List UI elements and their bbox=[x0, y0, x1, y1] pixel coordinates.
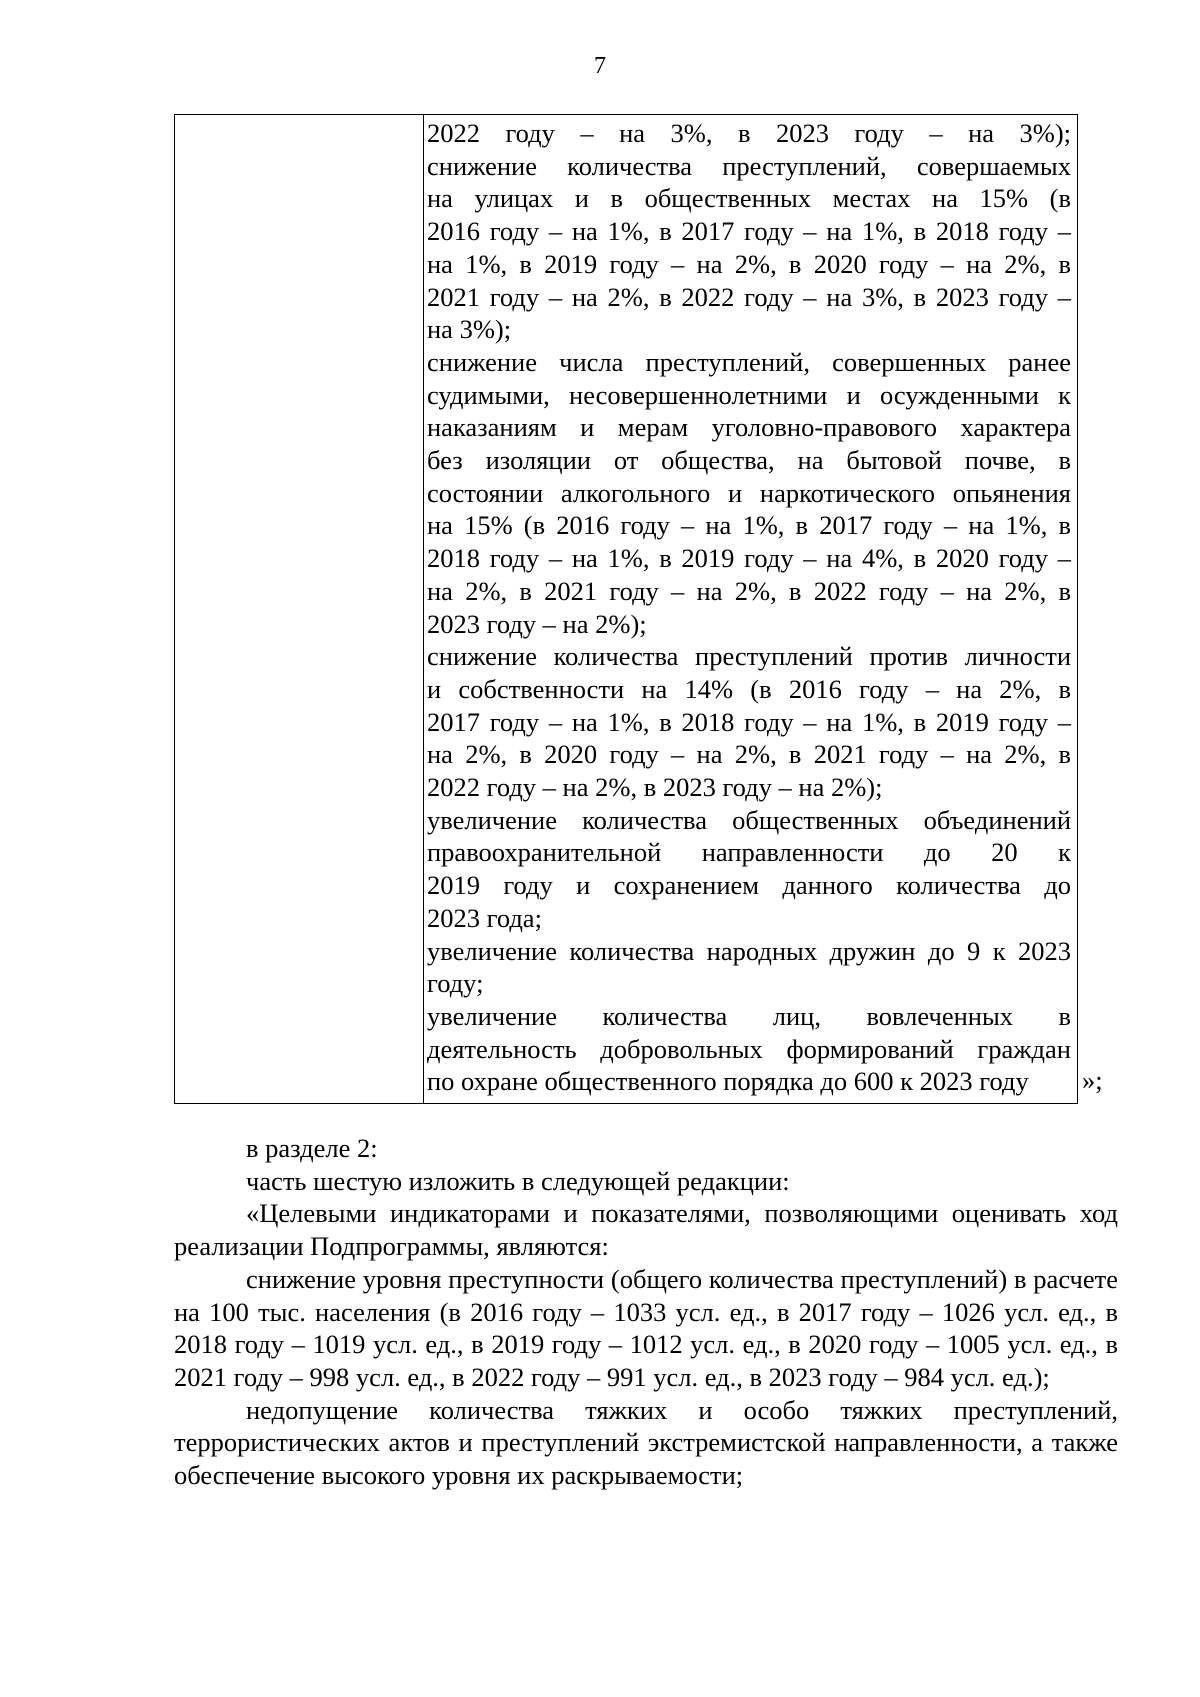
table-line: судимыми, несовершеннолетними и осужденными к bbox=[427, 379, 1071, 410]
table-line: на 2%, в 2021 году – на 2%, в 2022 году – на 2%, в bbox=[427, 575, 1071, 606]
table-line: по охране общественного порядка до 600 к 2023 году bbox=[427, 1066, 1029, 1097]
closing-quote: »; bbox=[1082, 1065, 1103, 1095]
table-line: на 3%); bbox=[427, 314, 512, 345]
paragraph: недопущение количества тяжких и особо тяжких преступлений, террористических актов и преступлений экстремистской направленности, а также обеспечение высокого уровня их раскрываемости; bbox=[174, 1394, 1118, 1491]
indicators-table bbox=[174, 114, 1078, 1104]
paragraph: часть шестую изложить в следующей редакции: bbox=[246, 1165, 790, 1196]
table-line: году; bbox=[427, 968, 484, 999]
table-line: снижение числа преступлений, совершенных ранее bbox=[427, 346, 1071, 377]
table-line: на улицах и в общественных местах на 15% (в bbox=[427, 183, 1071, 214]
indicators-cell bbox=[427, 117, 1071, 1098]
table-line: 2023 года; bbox=[427, 902, 542, 933]
table-line: 2016 году – на 1%, в 2017 году – на 1%, в 2018 году – bbox=[427, 216, 1071, 247]
column-divider bbox=[423, 115, 424, 1103]
table-line: состоянии алкогольного и наркотического опьянения bbox=[427, 477, 1071, 508]
table-line: без изоляции от общества, на бытовой почве, в bbox=[427, 445, 1071, 476]
document-body bbox=[174, 1132, 1118, 1492]
table-line: 2018 году – на 1%, в 2019 году – на 4%, в 2020 году – bbox=[427, 543, 1071, 574]
table-line: увеличение количества общественных объединений bbox=[427, 804, 1071, 835]
table-line: на 1%, в 2019 году – на 2%, в 2020 году – на 2%, в bbox=[427, 248, 1071, 279]
table-line: 2021 году – на 2%, в 2022 году – на 3%, в 2023 году – bbox=[427, 281, 1071, 312]
table-line: на 2%, в 2020 году – на 2%, в 2021 году – на 2%, в bbox=[427, 739, 1071, 770]
table-line: снижение количества преступлений против личности bbox=[427, 641, 1071, 672]
table-line: 2017 году – на 1%, в 2018 году – на 1%, в 2019 году – bbox=[427, 706, 1071, 737]
paragraph: снижение уровня преступности (общего количества преступлений) в расчете на 100 тыс. населения (в 2016 году – 1033 усл. ед., в 2017 году – 1026 усл. ед., в 2018 году – 1019 усл. ед., в 2019 году – 1012 усл. ед., в 2020 году – 1005 усл. ед., в 2021 году – 998 усл. ед., в 2022 году – 991 усл. ед., в 2023 году – 984 усл. ед.); bbox=[174, 1263, 1118, 1392]
paragraph: «Целевыми индикаторами и показателями, позволяющими оценивать ход реализации Подпрограммы, являются: bbox=[174, 1198, 1118, 1262]
table-line: снижение количества преступлений, совершаемых bbox=[427, 150, 1071, 181]
table-line: 2023 году – на 2%); bbox=[427, 608, 647, 639]
table-line: 2019 году и сохранением данного количества до bbox=[427, 870, 1071, 901]
table-line: 2022 году – на 2%, в 2023 году – на 2%); bbox=[427, 772, 883, 803]
page-number: 7 bbox=[594, 53, 606, 79]
paragraph: в разделе 2: bbox=[246, 1133, 378, 1163]
table-line: деятельность добровольных формирований граждан bbox=[427, 1033, 1071, 1064]
table-line: 2022 году – на 3%, в 2023 году – на 3%); bbox=[427, 118, 1071, 148]
table-line: правоохранительной направленности до 20 к bbox=[427, 837, 1071, 868]
table-line: наказаниям и мерам уголовно-правового характера bbox=[427, 412, 1071, 443]
table-line: и собственности на 14% (в 2016 году – на 2%, в bbox=[427, 673, 1071, 704]
table-line: увеличение количества народных дружин до 9 к 2023 bbox=[427, 935, 1071, 966]
table-line: на 15% (в 2016 году – на 1%, в 2017 году – на 1%, в bbox=[427, 510, 1071, 541]
table-line: увеличение количества лиц, вовлеченных в bbox=[427, 1000, 1071, 1031]
